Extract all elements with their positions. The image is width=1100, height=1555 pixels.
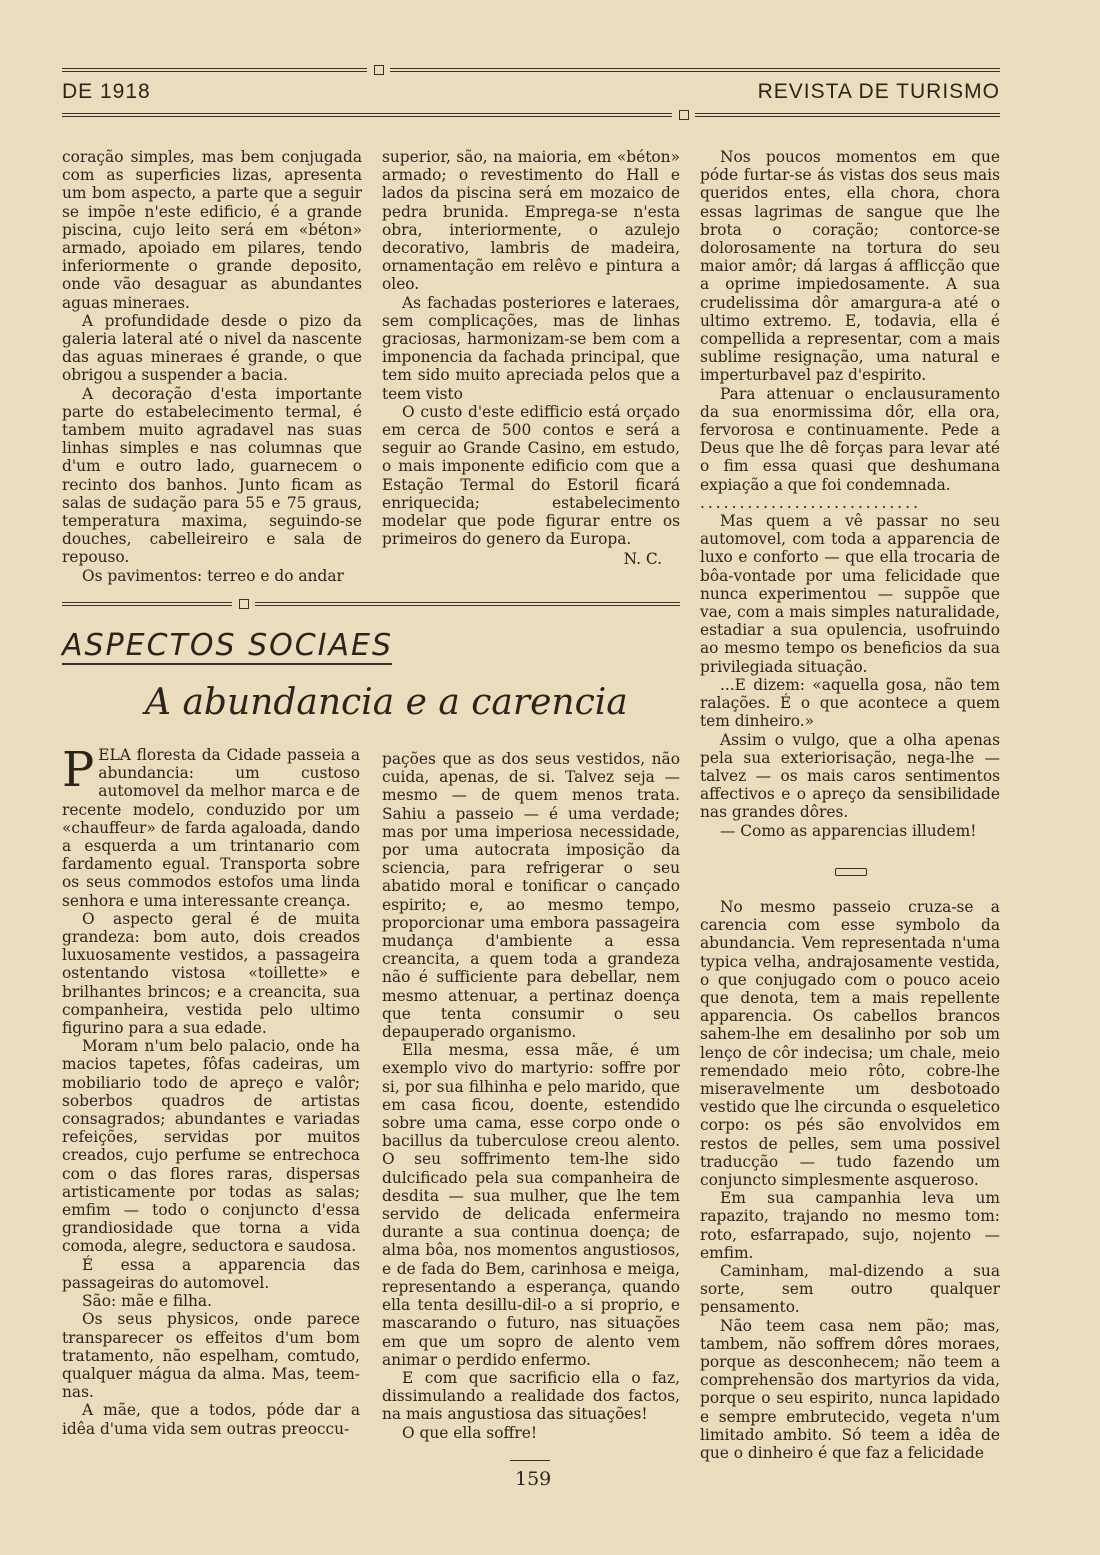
paragraph: A decoração d'esta importante parte do estabelecimento termal, é tambem muito agradavel nas suas linhas simples e nas columnas que d'um e outro lado, guarnecem o recinto dos banhos. Junto ficam as salas de sudação para 55 e 75 graus, temperatura maxima, seguindo-se douches, cabelleireiro e sala de repouso. [62,384,362,567]
paragraph: Mas quem a vê passar no seu automovel, com toda a apparencia de luxo e conforto — que ella trocaria de bôa-vontade por uma felicidade que nunca experimentou — suppõe que vae, com a mais simples naturalidade, estadiar a sua opulencia, usofruindo ao mesmo tempo os beneficios da sua privilegiada situação. [700,512,1000,676]
section-separator-left [62,602,232,606]
article-column-1 [62,742,360,1438]
paragraph: Nos poucos momentos em que póde furtar-se ás vistas dos seus mais queridos entes, ella chora, chora essas lagrimas de sangue que lhe brota o coração; contorce-se dolorosamente na tortura do seu maior amôr; dá largas á afflicção que a oprime impiedosamente. A sua crudelissima dôr amargura-a até o ultimo extremo. E, todavia, ella é compellida a representar, com a mais sublime resignação, uma natural e imperturbavel paz d'espirito. [700,148,1000,385]
paragraph: O que ella soffre! [402,1423,538,1442]
paragraph: Caminham, mal-dizendo a sua sorte, sem outro qualquer pensamento. [700,1262,1000,1317]
paragraph: A profundidade desde o pizo da galeria lateral até o nivel da nascente das aguas mineraes é grande, o que obrigou a suspender a bacia. [62,311,362,385]
paragraph: Ella mesma, essa mãe, é um exemplo vivo do martyrio: soffre por si, por sua filhinha e pelo marido, que em casa ficou, doente, estendido sobre uma cama, esse corpo onde o bacillus da tuberculose creou alento. O seu soffrimento tem-lhe sido dulcificado pela sua companheira de desdita — sua mulher, que lhe tem servido de delicada enfermeira durante a sua continua doença; de alma bôa, nos momentos angustiosos, e de fada do Bem, carinhosa e meiga, representando a esperança, quando ella tenta desillu-dil-o a si proprio, e mascarando o futuro, nas situações em que um sopro de alento vem animar o perdido enfermo. [382,1041,680,1369]
section-separator-right [255,602,680,606]
paragraph: A mãe, que a todos, póde dar a idêa d'uma vida sem outras preoccu- [62,1401,360,1438]
paragraph: São: mãe e filha. [82,1292,213,1311]
drop-cap: P [62,742,95,798]
ornament-divider [835,868,867,876]
section-title: ASPECTOS SOCIAES [62,628,394,663]
header-rule-bottom-left [62,113,672,117]
top-column-2 [382,148,680,569]
paragraph: As fachadas posteriores e lateraes, sem complicações, mas de linhas graciosas, harmonizam-se bem com a imponencia da fachada principal, que tem sido muito apreciada pelos que a teem visto [382,293,680,403]
paragraph: E com que sacrificio ella o faz, dissimulando a realidade dos factos, na mais angustiosa das situações! [382,1368,680,1424]
header-ornament-box [374,65,384,75]
paragraph: coração simples, mas bem conjugada com as superficies lizas, apresenta um bom aspecto, a parte que a seguir se impõe n'este edificio, é a grande piscina, cujo leito será em «béton» armado, apoiado em pilares, tendo inferiormente o grande deposito, onde vão desaguar as abundantes aguas mineraes. [62,148,362,312]
header-ornament-box-2 [679,110,689,120]
paragraph: Não teem casa nem pão; mas, tambem, não soffrem dôres moraes, porque as desconhecem; não teem a comprehensão dos martyrios da vida, porque o seu espirito, nunca lapidado e sempre embrutecido, vegeta n'um limitado ambito. Só teem a idêa de que o dinheiro é que faz a felicidade [700,1316,1000,1463]
top-column-1 [62,148,362,585]
footer-rule [510,1460,550,1461]
signature: N. C. [623,550,662,569]
paragraph: — Como as apparencias illudem! [720,821,977,840]
article-column-2 [382,750,680,1442]
header-rule-top-right [390,68,1000,72]
paragraph: ...E dizem: «aquella gosa, não tem ralações. É o que acontece a quem tem dinheiro.» [700,675,1000,731]
paragraph: superior, são, na maioria, em «béton» armado; o revestimento do Hall e lados da piscina será em mozaico de pedra brunida. Emprega-se n'esta obra, interiormente, o azulejo decorativo, lambris de madeira, ornamentação em relêvo e pintura a oleo. [382,148,680,294]
separator-ornament [239,599,249,609]
lead-text: floresta da Cidade passeia a abundancia: um custoso automovel da melhor marca e de recente modelo, conduzido por um «chauffeur» de farda agaloada, dando a esquerda a um trintanario com fardamento egual. Transporta sobre os seus commodos estofos uma linda senhora e uma interessante creança. [62,746,360,910]
paragraph: Em sua campanhia leva um rapazito, trajando no mesmo tom: roto, esfarrapado, sujo, nojento — emfim. [700,1189,1000,1262]
paragraph: O custo d'este edifficio está orçado em cerca de 500 contos e será a seguir ao Grande Casino, em estudo, o mais imponente edificio com que a Estação Termal do Estoril ficará enriquecida; estabelecimento modelar que pode figurar entre os primeiros do genero da Europa. [382,402,680,549]
column-3-lower [700,898,1000,1462]
paragraph: É essa a apparencia das passageiras do automovel. [62,1255,360,1292]
article-lead-paragraph [62,742,360,910]
paragraph: Moram n'um belo palacio, onde ha macios tapetes, fôfas cadeiras, um mobiliario todo de apreço e valôr; soberbos quadros de artistas consagrados; abundantes e variadas refeições, servidas por muitos creados, cujo perfume se entrechoca com o das flores raras, dispersas artisticamente por todas as salas; emfim — todo o conjuncto d'essa grandiosidade que torna a vida comoda, alegre, seductora e saudosa. [62,1037,360,1256]
section-title-underline [62,663,392,665]
column-3 [700,148,1000,840]
paragraph: O aspecto geral é de muita grandeza: bom auto, dois creados luxuosamente vestidos, a passageira ostentando vistosa «toillette» e brilhantes brincos; e a creancita, sua companheira, vestida pelo ultimo figurino para a sua edade. [62,909,360,1038]
paragraph: pações que as dos seus vestidos, não cuida, apenas, de si. Talvez seja — mesmo — de quem menos trata. Sahiu a passeio — é uma verdade; mas por uma imperiosa necessidade, por uma autocrata imposição da sciencia, para refrigerar o seu abatido moral e tonificar o cançado espirito; e, ao mesmo tempo, proporcionar uma embora passageira mudança d'ambiente a essa creancita, a quem toda a grandeza não é sufficiente para debellar, nem mesmo attenuar, a pertinaz doença que tenta consumir o seu depauperado organismo. [382,750,680,1042]
header-rule-bottom-right [695,113,1000,117]
paragraph: Os seus physicos, onde parece transparecer os effeitos d'um bom tratamento, não espelham, comtudo, qualquer mágua da alma. Mas, teem-nas. [62,1310,360,1402]
paragraph: No mesmo passeio cruza-se a carencia com esse symbolo da abundancia. Vem representada n'uma typica velha, andrajosamente vestida, o que conjugado com o pouco aceio que denota, tem a mais repellente apparencia. Os cabellos brancos sahem-lhe em desalinho por sob um lenço de côr indecisa; um chale, meio remendado meio rôto, cobre-lhe miseravelmente um desbotoado vestido que lhe circunda o esqueletico corpo: os pés são envolvidos em restos de pelles, sem uma possivel traducção — tudo fazendo um conjuncto simplesmente asqueroso. [700,898,1000,1190]
lead-smallcaps: ELA [98,746,131,764]
header-magazine-name: REVISTA DE TURISMO [757,80,1000,103]
paragraph: Assim o vulgo, que a olha apenas pela sua exteriorisação, nega-lhe — talvez — os mais caros sentimentos affectivos e o apreço da sensibilidade nas grandes dôres. [700,730,1000,822]
header-date: DE 1918 [62,80,151,103]
paragraph: Para attenuar o enclausuramento da sua enormissima dôr, ella ora, fervorosa e continuamente. Pede a Deus que lhe dê forças para levar até o fim essa quasi que deshumana expiação a que foi condemnada. [700,384,1000,494]
paragraph: Os pavimentos: terreo e do andar [82,566,344,585]
dotted-divider: ............................ [700,493,921,512]
header-rule-top-left [62,68,367,72]
page-number: 159 [515,1468,552,1490]
article-title: A abundancia e a carencia [145,682,628,723]
